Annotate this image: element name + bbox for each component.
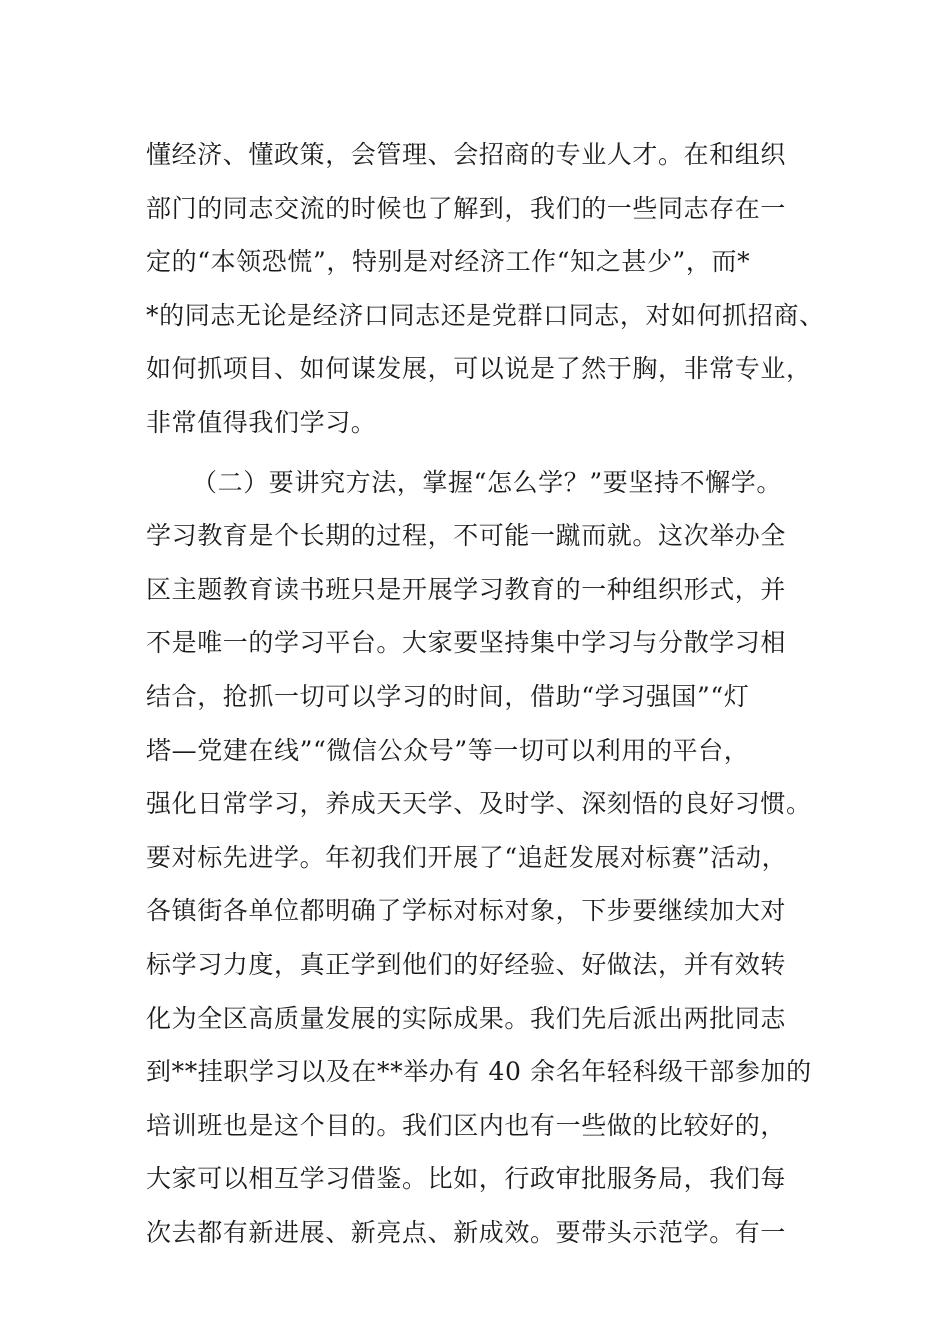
text-line: 到**挂职学习以及在**举办有 40 余名年轻科级干部参加的 — [146, 1057, 812, 1087]
text-line: 学习教育是个长期的过程，不可能一蹴而就。这次举办全 — [146, 521, 787, 551]
text-line: 非常值得我们学习。 — [146, 407, 377, 437]
text-line: 如何抓项目、如何谋发展，可以说是了然于胸，非常专业， — [146, 354, 812, 384]
text-line: 部门的同志交流的时候也了解到，我们的一些同志存在一 — [146, 193, 787, 223]
text-line: 懂经济、懂政策，会管理、会招商的专业人才。在和组织 — [146, 140, 787, 169]
text-line: 次去都有新进展、新亮点、新成效。要带头示范学。有一 — [146, 1217, 787, 1247]
text-line: 各镇街各单位都明确了学标对标对象，下步要继续加大对 — [146, 896, 787, 926]
text-line: 强化日常学习，养成天天学、及时学、深刻悟的良好习惯。 — [146, 789, 812, 819]
text-line: 培训班也是这个目的。我们区内也有一些做的比较好的， — [146, 1110, 787, 1140]
text-line: 大家可以相互学习借鉴。比如，行政审批服务局，我们每 — [146, 1164, 787, 1194]
section-heading-line: （二）要讲究方法，掌握“怎么学？”要坚持不懈学。 — [192, 467, 782, 497]
text-line: 定的“本领恐慌”，特别是对经济工作“知之甚少”，而* — [146, 247, 751, 277]
text-line: 塔—党建在线”“微信公众号”等一切可以利用的平台， — [146, 735, 750, 765]
text-line: 化为全区高质量发展的实际成果。我们先后派出两批同志 — [146, 1003, 787, 1033]
text-line: 标学习力度，真正学到他们的好经验、好做法，并有效转 — [146, 949, 787, 979]
text-line: 不是唯一的学习平台。大家要坚持集中学习与分散学习相 — [146, 628, 787, 658]
text-line: 结合，抢抓一切可以学习的时间，借助“学习强国”“灯 — [146, 681, 750, 711]
text-line: 要对标先进学。年初我们开展了“追赶发展对标赛”活动， — [146, 842, 788, 872]
text-line: *的同志无论是经济口同志还是党群口同志，对如何抓招商、 — [146, 300, 825, 330]
document-body — [146, 128, 846, 1259]
text-line: 区主题教育读书班只是开展学习教育的一种组织形式，并 — [146, 574, 787, 604]
